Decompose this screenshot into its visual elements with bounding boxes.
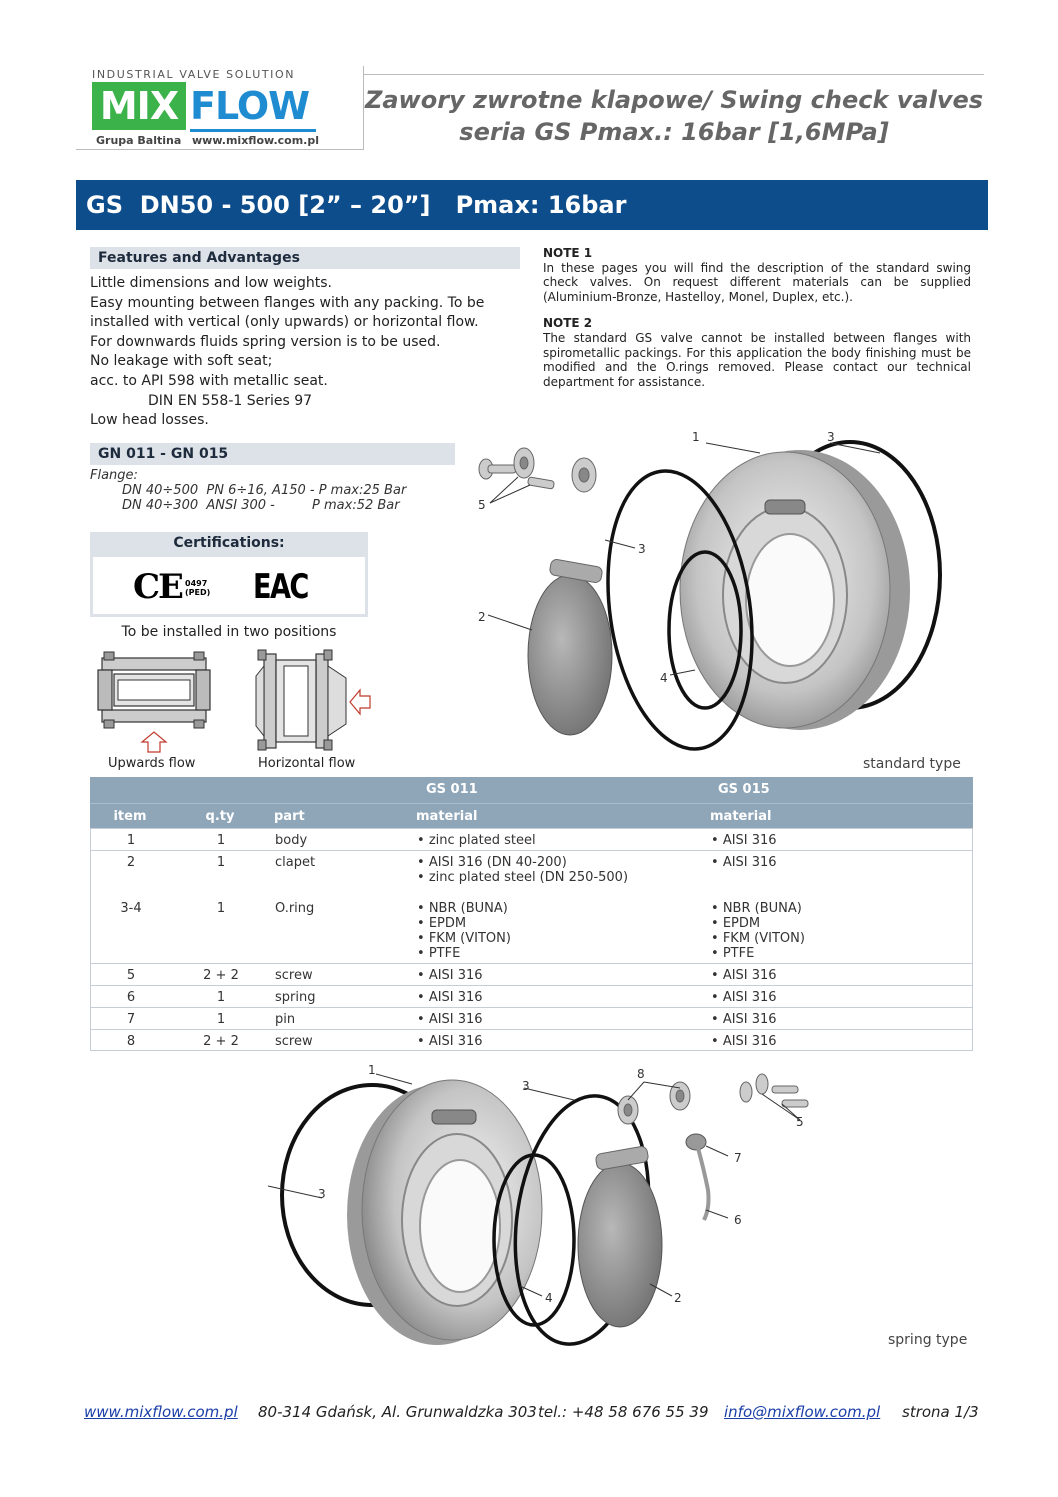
callout-3-inner: 3 [638, 542, 646, 556]
cell-part: clapet [275, 855, 316, 870]
header-part: part [274, 809, 305, 824]
table-header-columns [90, 803, 973, 828]
cell-part: body [275, 833, 308, 848]
cell-part: pin [275, 1012, 296, 1027]
material-entry: • AISI 316 [417, 990, 483, 1005]
table-row [90, 985, 973, 1007]
material-entry: • AISI 316 (DN 40-200) [417, 855, 628, 870]
note1-title: NOTE 1 [543, 246, 593, 260]
footer-website-link[interactable]: www.mixflow.com.pl [84, 1403, 238, 1421]
ce-number-note: (PED) [185, 588, 211, 597]
material-entry: • AISI 316 [417, 1012, 483, 1027]
feature-line: installed with vertical (only upwards) or horizontal flow. [90, 314, 479, 331]
callout-1: 1 [692, 430, 700, 444]
upwards-flow-label: Upwards flow [108, 756, 196, 771]
cell-item: 2 [126, 855, 136, 870]
logo-underline [190, 129, 316, 132]
cell-qty: 1 [216, 990, 226, 1005]
cell-material-2 [711, 964, 777, 983]
spring-callout-1: 1 [368, 1063, 376, 1077]
material-entry: • EPDM [711, 916, 805, 931]
callout-3: 3 [827, 430, 835, 444]
upwards-flow-diagram [96, 648, 212, 758]
header-gs015: GS 015 [718, 782, 770, 797]
cell-item: 7 [126, 1012, 136, 1027]
cell-material-2 [711, 829, 777, 848]
features-list [90, 274, 520, 431]
spring-callout-8: 8 [637, 1067, 645, 1081]
spring-callout-6: 6 [734, 1213, 742, 1227]
cell-qty: 2 + 2 [203, 968, 239, 983]
cell-material-1 [417, 964, 483, 983]
header-material-1: material [416, 809, 478, 824]
callout-4: 4 [660, 671, 668, 685]
cell-qty: 1 [216, 833, 226, 848]
material-entry: • EPDM [417, 916, 511, 931]
footer-page-number: strona 1/3 [902, 1403, 979, 1421]
features-heading: Features and Advantages [90, 247, 520, 269]
table-row [90, 963, 973, 985]
cell-part: O.ring [275, 901, 315, 916]
cell-item: 1 [126, 833, 136, 848]
logo-mix: MIX [92, 82, 186, 130]
spring-type-illustration [262, 1060, 822, 1350]
eac-mark: EAC [253, 567, 308, 607]
flange-info [90, 468, 460, 513]
materials-table [90, 777, 973, 1051]
standard-type-label: standard type [863, 756, 961, 772]
certifications-box [90, 554, 368, 617]
cell-material-2 [711, 1008, 777, 1027]
cell-qty: 1 [216, 1012, 226, 1027]
gn-heading: GN 011 - GN 015 [90, 443, 455, 465]
cell-material-2 [711, 851, 777, 870]
material-entry: • zinc plated steel [417, 833, 536, 848]
horizontal-flow-diagram [254, 646, 372, 756]
feature-line: No leakage with soft seat; [90, 353, 273, 370]
table-header-series [90, 777, 973, 803]
header-material-2: material [710, 809, 772, 824]
feature-line: Low head losses. [90, 412, 209, 429]
page-title-line1: Zawory zwrotne klapowe/ Swing check valves [364, 86, 984, 114]
cell-item: 6 [126, 990, 136, 1005]
spring-type-label: spring type [888, 1332, 968, 1348]
logo-group: Grupa Baltina [96, 134, 182, 147]
cell-part: screw [275, 968, 313, 983]
ce-mark: CE [133, 567, 182, 607]
spring-callout-3: 3 [522, 1079, 530, 1093]
page-title-line2: seria GS Pmax.: 16bar [1,6MPa] [459, 118, 889, 146]
cell-part: spring [275, 990, 316, 1005]
footer-phone: tel.: +48 58 676 55 39 [538, 1403, 709, 1421]
header-qty: q.ty [205, 809, 235, 824]
cell-material-1 [417, 851, 628, 885]
cell-material-1 [417, 829, 536, 848]
cell-material-2 [711, 897, 805, 961]
material-entry: • NBR (BUNA) [417, 901, 511, 916]
material-entry: • AISI 316 [711, 1012, 777, 1027]
header-item: item [113, 809, 147, 824]
spring-callout-3-outer: 3 [318, 1187, 326, 1201]
certifications-heading: Certifications: [90, 532, 368, 554]
material-entry: • AISI 316 [417, 1034, 483, 1049]
material-entry: • FKM (VITON) [711, 931, 805, 946]
table-row [90, 1029, 973, 1051]
spring-callout-4: 4 [545, 1291, 553, 1305]
material-entry: • FKM (VITON) [417, 931, 511, 946]
callout-5: 5 [478, 498, 486, 512]
cell-qty: 2 + 2 [203, 1034, 239, 1049]
material-entry: • PTFE [711, 946, 805, 961]
cell-material-2 [711, 986, 777, 1005]
flange-line: DN 40÷500 PN 6÷16, A150 - P max:25 Bar [122, 483, 407, 498]
material-entry: • zinc plated steel (DN 250-500) [417, 870, 628, 885]
material-entry: • AISI 316 [711, 1034, 777, 1049]
material-entry: • AISI 316 [711, 833, 777, 848]
cell-part: screw [275, 1034, 313, 1049]
material-entry: • AISI 316 [711, 990, 777, 1005]
material-entry: • NBR (BUNA) [711, 901, 805, 916]
flange-line: DN 40÷300 ANSI 300 - P max:52 Bar [122, 498, 400, 513]
table-row [90, 1007, 973, 1029]
cell-material-1 [417, 986, 483, 1005]
material-entry: • AISI 316 [711, 968, 777, 983]
ce-number-code: 0497 [185, 579, 208, 588]
feature-line: For downwards fluids spring version is to be used. [90, 333, 441, 350]
spring-callout-7: 7 [734, 1151, 742, 1165]
note1-text: In these pages you will find the description of the standard swing check valves. On request different materials can be supplied (Aluminium-Bronze, Hastelloy, Monel, Duplex, etc.). [543, 260, 971, 304]
positions-heading: To be installed in two positions [121, 624, 337, 640]
logo-url: www.mixflow.com.pl [192, 134, 319, 147]
cell-item: 8 [126, 1034, 136, 1049]
feature-line: DIN EN 558-1 Series 97 [148, 392, 313, 409]
footer-email-link[interactable]: info@mixflow.com.pl [724, 1403, 881, 1421]
cell-material-1 [417, 897, 511, 961]
material-entry: • AISI 316 [417, 968, 483, 983]
feature-line: Little dimensions and low weights. [90, 275, 332, 291]
feature-line: Easy mounting between flanges with any packing. To be [90, 294, 485, 311]
cell-item: 5 [126, 968, 136, 983]
cell-item: 3-4 [120, 901, 142, 916]
material-entry: • PTFE [417, 946, 511, 961]
horizontal-flow-label: Horizontal flow [258, 756, 356, 771]
standard-type-illustration [470, 425, 990, 760]
logo-tagline: INDUSTRIAL VALVE SOLUTION [92, 68, 296, 81]
table-row [90, 828, 973, 850]
ce-number [185, 579, 210, 597]
feature-line: acc. to API 598 with metallic seat. [90, 372, 328, 389]
note2-text: The standard GS valve cannot be installed between flanges with spirometallic packings. For this application the body finishing must be modified and the O.rings removed. Please contact our technical department for assistance. [543, 330, 971, 389]
note2-title: NOTE 2 [543, 316, 593, 331]
cell-material-1 [417, 1030, 483, 1049]
notes [543, 246, 971, 389]
cell-qty: 1 [216, 901, 226, 916]
page-title [364, 84, 984, 148]
spring-callout-5: 5 [796, 1115, 804, 1129]
cell-material-1 [417, 1008, 483, 1027]
cell-material-2 [711, 1030, 777, 1049]
company-logo [76, 66, 364, 150]
logo-flow: FLOW [190, 84, 310, 128]
flange-label: Flange: [90, 468, 138, 483]
material-entry: • AISI 316 [711, 855, 777, 870]
product-banner: GS DN50 - 500 [2” – 20”] Pmax: 16bar [76, 180, 988, 230]
callout-2: 2 [478, 610, 486, 624]
cell-qty: 1 [216, 855, 226, 870]
spring-callout-2: 2 [674, 1291, 682, 1305]
table-row [90, 850, 973, 963]
header-divider [364, 74, 984, 75]
header-gs011: GS 011 [426, 782, 478, 797]
footer-address: 80-314 Gdańsk, Al. Grunwaldzka 303 [258, 1403, 537, 1421]
